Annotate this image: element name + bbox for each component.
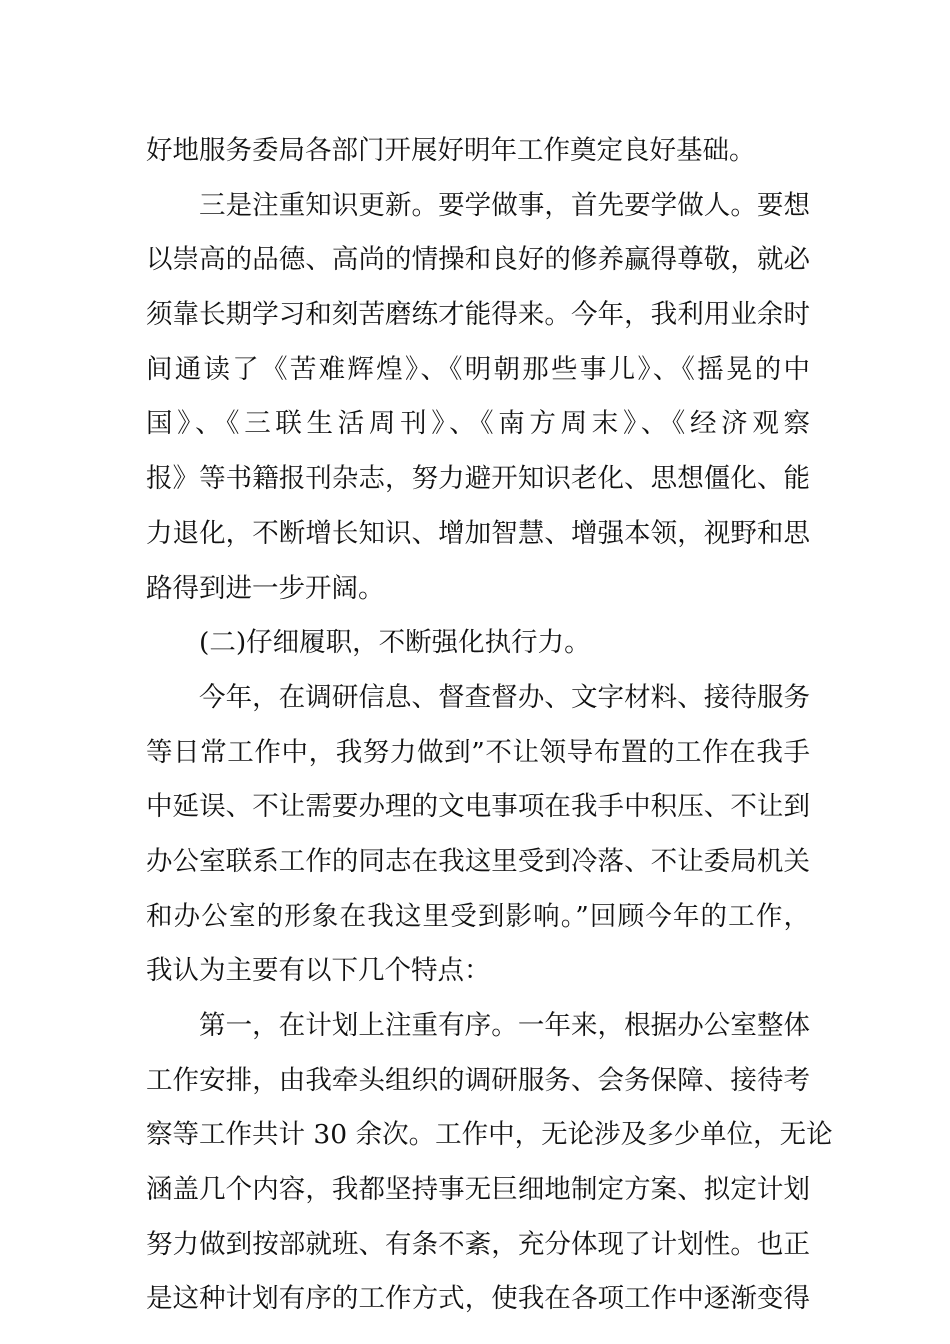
text-line: 涵盖几个内容，我都坚持事无巨细地制定方案、拟定计划 — [146, 1174, 810, 1206]
text-line: 报》等书籍报刊杂志，努力避开知识老化、思想僵化、能 — [146, 463, 810, 495]
text-line: 工作安排，由我牵头组织的调研服务、会务保障、接待考 — [146, 1064, 810, 1096]
text-line: 中延误、不让需要办理的文电事项在我手中积压、不让到 — [146, 791, 810, 823]
text-line: 国》、《三联生活周刊》、《南方周末》、《经济观察 — [146, 408, 810, 440]
text-line: 办公室联系工作的同志在我这里受到冷落、不让委局机关 — [146, 845, 810, 877]
text-line: 第一，在计划上注重有序。一年来，根据办公室整体 — [199, 1010, 810, 1041]
text-line: 努力做到按部就班、有条不紊，充分体现了计划性。也正 — [146, 1228, 810, 1260]
body-text — [146, 124, 833, 1327]
section-heading: (二)仔细履职，不断强化执行力。 — [199, 627, 591, 659]
text-line: 和办公室的形象在我这里受到影响。”回顾今年的工作， — [146, 900, 810, 932]
text-line: 好地服务委局各部门开展好明年工作奠定良好基础。 — [146, 135, 756, 166]
text-line: 我认为主要有以下几个特点： — [146, 955, 491, 987]
text-line: 今年，在调研信息、督查督办、文字材料、接待服务 — [199, 681, 810, 713]
text-line: 路得到进一步开阔。 — [146, 572, 385, 604]
text-line: 是这种计划有序的工作方式，使我在各项工作中逐渐变得 — [146, 1283, 810, 1315]
text-line: 等日常工作中，我努力做到”不让领导布置的工作在我手 — [146, 736, 810, 768]
text-line: 察等工作共计 30 余次。工作中，无论涉及多少单位，无论 — [146, 1119, 833, 1151]
text-line: 须靠长期学习和刻苦磨练才能得来。今年，我利用业余时 — [146, 299, 810, 331]
text-line: 三是注重知识更新。要学做事，首先要学做人。要想 — [199, 189, 810, 221]
text-line: 以崇高的品德、高尚的情操和良好的修养赢得尊敬，就必 — [146, 244, 810, 276]
text-line: 间通读了《苦难辉煌》、《明朝那些事儿》、《摇晃的中 — [146, 353, 810, 385]
text-line: 力退化，不断增长知识、增加智慧、增强本领，视野和思 — [146, 517, 810, 549]
